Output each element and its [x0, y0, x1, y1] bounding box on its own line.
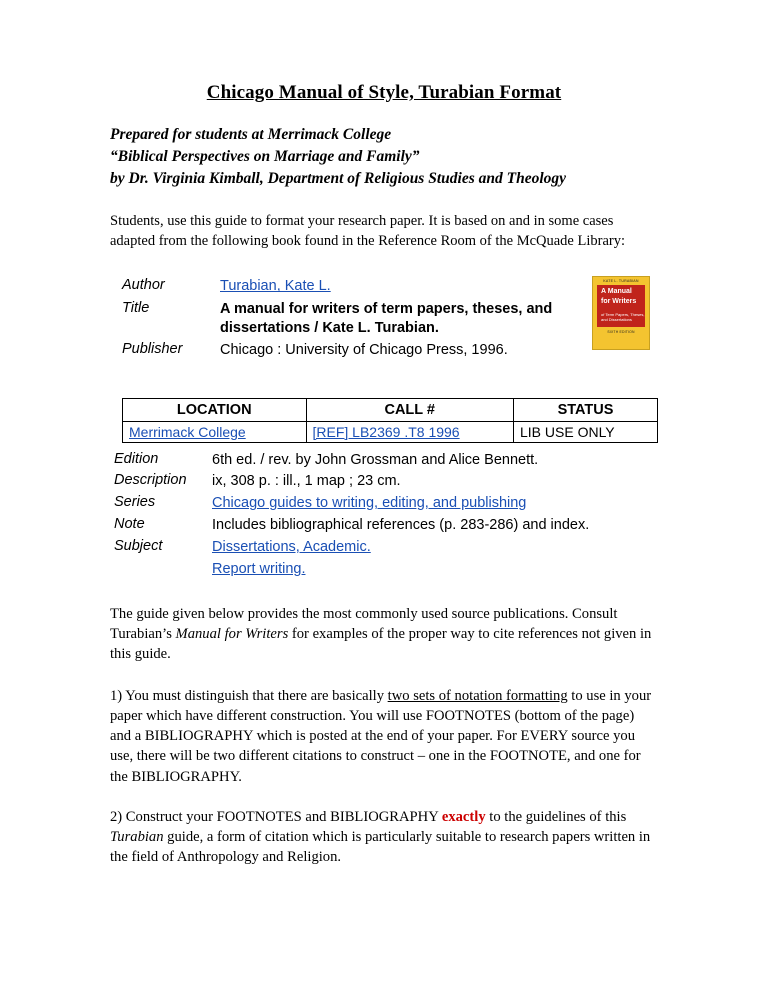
holdings-header-status: STATUS	[513, 398, 657, 421]
details-row-subject	[110, 538, 658, 560]
guide-text-2: for examples of the proper way to cite references not given in this guide.	[110, 625, 652, 662]
details-label-note: Note	[114, 516, 145, 533]
table-row	[123, 421, 658, 442]
details-label-blank	[110, 560, 212, 582]
holdings-table	[122, 398, 658, 443]
item2-mid: to the guidelines of this	[485, 808, 627, 825]
item1-post: to use in your paper which have different construction. You will use FOOTNOTES (bottom of the page) and a BIBLIOGRAPHY which is posted at the end of your paper. For EVERY source you use, there will be two different citations to construct – one in the FOOTNOTE, and one for the BIBLIOGRAPHY.	[110, 688, 652, 785]
details-value-subject	[212, 538, 658, 560]
details-value-description: ix, 308 p. : ill., 1 map ; 23 cm.	[212, 473, 401, 490]
subject-link-2[interactable]: Report writing.	[212, 560, 306, 577]
details-row-description	[110, 472, 658, 494]
details-value-subject-2	[212, 560, 658, 582]
citation-label-title: Title	[122, 299, 150, 316]
book-cover-image	[592, 276, 650, 350]
subtitle-line-3: by Dr. Virginia Kimball, Department of Religious Studies and Theology	[110, 170, 567, 187]
book-cover-title-2: for Writers	[601, 298, 637, 305]
citation-value-publisher: Chicago : University of Chicago Press, 1996.	[220, 342, 508, 359]
item1-pre: 1) You must distinguish that there are basically	[110, 688, 388, 705]
location-link[interactable]: Merrimack College	[129, 423, 246, 440]
holdings-cell-status: LIB USE ONLY	[513, 421, 657, 442]
item2-italic: Turabian	[110, 828, 164, 845]
book-cover-author: KATE L. TURABIAN	[603, 279, 639, 283]
citation-row-author	[122, 277, 592, 299]
guide-text-italic: Manual for Writers	[175, 625, 289, 642]
holdings-header-location: LOCATION	[123, 398, 307, 421]
citation-label-author: Author	[122, 277, 165, 294]
item2-pre: 2) Construct your FOOTNOTES and BIBLIOGRAPHY	[110, 808, 442, 825]
holdings-cell-location	[123, 421, 307, 442]
subtitle-line-2: “Biblical Perspectives on Marriage and Family”	[110, 148, 420, 165]
details-table	[110, 451, 658, 582]
guide-text-1: The guide given below provides the most commonly used source publications. Consult Turabian’s	[110, 605, 618, 642]
call-number-link[interactable]: [REF] LB2369 .T8 1996	[312, 423, 460, 440]
details-row-edition	[110, 451, 658, 473]
page-title: Chicago Manual of Style, Turabian Format	[206, 82, 562, 103]
subtitle-line-1: Prepared for students at Merrimack College	[110, 126, 392, 143]
details-label-description: Description	[114, 472, 187, 489]
book-cover-panel	[597, 285, 645, 327]
details-row-series	[110, 494, 658, 516]
citation-row-title	[122, 300, 592, 342]
book-cover-edition: SIXTH EDITION	[607, 330, 635, 334]
document-content	[110, 82, 658, 882]
details-value-note: Includes bibliographical references (p. 283-286) and index.	[212, 517, 590, 534]
subject-link-1[interactable]: Dissertations, Academic.	[212, 539, 371, 555]
item2-post: guide, a form of citation which is particularly suitable to research papers written in the field of Anthropology and Religion.	[110, 828, 651, 865]
citation-table	[122, 277, 592, 363]
citation-value-title: A manual for writers of term papers, theses, and dissertations / Kate L. Turabian.	[220, 300, 553, 336]
item2-emphasis: exactly	[441, 808, 486, 825]
series-link[interactable]: Chicago guides to writing, editing, and publishing	[212, 495, 527, 512]
citation-label-publisher: Publisher	[122, 341, 183, 358]
book-cover-subtitle: of Term Papers, Theses, and Dissertations	[601, 312, 645, 322]
details-value-series	[212, 494, 658, 516]
holdings-cell-call	[306, 421, 513, 442]
list-item-2	[110, 807, 658, 867]
details-row-subject-2	[110, 560, 658, 582]
details-value-edition: 6th ed. / rev. by John Grossman and Alice Bennett.	[212, 451, 539, 468]
item1-underline: two sets of notation formatting	[387, 688, 568, 705]
author-link[interactable]: Turabian, Kate L.	[220, 278, 331, 295]
details-label-subject: Subject	[114, 538, 163, 554]
list-item-1	[110, 686, 658, 787]
citation-value-author	[220, 277, 592, 299]
holdings-header-row	[123, 398, 658, 421]
details-row-note	[110, 516, 658, 538]
details-label-series: Series	[114, 494, 156, 511]
guide-paragraph	[110, 604, 658, 664]
citation-row-publisher	[122, 341, 592, 363]
intro-paragraph: Students, use this guide to format your research paper. It is based on and in some cases adapted from the following book found in the Reference Room of the McQuade Library:	[110, 213, 625, 249]
subtitle-block	[110, 124, 658, 190]
details-label-edition: Edition	[114, 450, 159, 467]
holdings-header-call: CALL #	[306, 398, 513, 421]
book-cover-title-1: A Manual	[601, 288, 632, 295]
